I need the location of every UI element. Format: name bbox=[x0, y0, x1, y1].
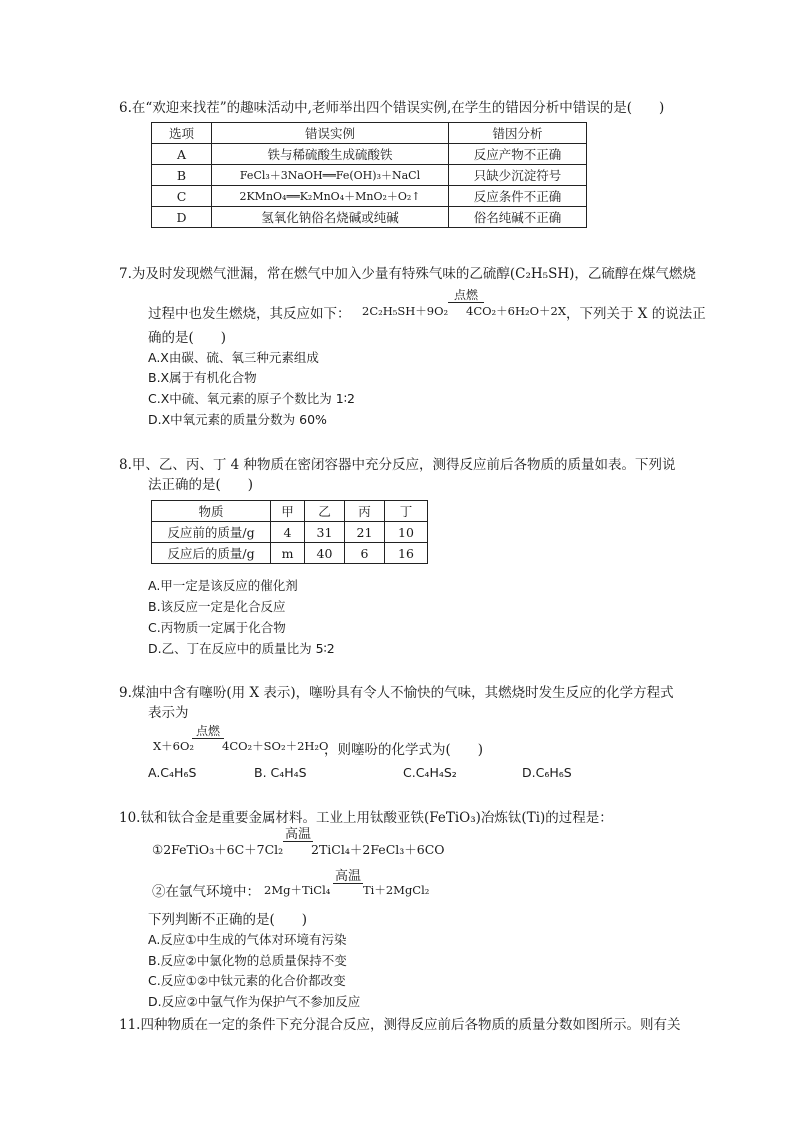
table-cell: 6 bbox=[345, 543, 385, 564]
q6-stem: 6.在“欢迎来找茬”的趣味活动中,老师举出四个错误实例,在学生的错因分析中错误的是( ) bbox=[119, 100, 665, 116]
q10-equation-1-left: ①2FeTiO₃＋6C＋7Cl₂ bbox=[152, 842, 284, 857]
table-row bbox=[152, 522, 428, 543]
table-header-cell: 错因分析 bbox=[449, 123, 587, 144]
q10-stem-2: 下列判断不正确的是( ) bbox=[148, 912, 308, 928]
q10-equation-2-prefix: ②在氩气环境中： bbox=[152, 884, 260, 900]
table-cell: 40 bbox=[305, 543, 345, 564]
q8-option-c: C.丙物质一定属于化合物 bbox=[148, 620, 286, 635]
table-cell: 铁与稀硫酸生成硫酸铁 bbox=[212, 144, 449, 165]
q8-table bbox=[151, 500, 428, 564]
q9-equation-left: X＋6O₂ bbox=[153, 739, 195, 753]
table-cell: 只缺少沉淀符号 bbox=[449, 165, 587, 186]
table-header-cell: 错误实例 bbox=[212, 123, 449, 144]
q10-option-a: A.反应①中生成的气体对环境有污染 bbox=[148, 932, 347, 947]
q10-option-b: B.反应②中氯化物的总质量保持不变 bbox=[148, 953, 347, 968]
table-cell: 氢氧化钠俗名烧碱或纯碱 bbox=[212, 207, 449, 228]
q7-stem-line2-start: 过程中也发生燃烧，其反应如下： bbox=[148, 306, 351, 322]
table-cell: 俗名纯碱不正确 bbox=[449, 207, 587, 228]
q9-option-a: A.C₄H₆S bbox=[148, 765, 197, 780]
table-cell: 反应产物不正确 bbox=[449, 144, 587, 165]
q9-stem-line2: 表示为 bbox=[148, 705, 189, 721]
table-header-cell: 物质 bbox=[152, 501, 271, 522]
table-cell: 16 bbox=[385, 543, 428, 564]
table-cell: 4 bbox=[271, 522, 305, 543]
q7-stem-line2-end: ，下列关于 X 的说法正 bbox=[566, 306, 706, 322]
table-cell: FeCl₃＋3NaOH══Fe(OH)₃＋NaCl bbox=[212, 165, 449, 186]
table-header-cell: 丁 bbox=[385, 501, 428, 522]
q9-stem-line1: 9.煤油中含有噻吩(用 X 表示)，噻吩具有令人不愉快的气味，其燃烧时发生反应的化学方程式 bbox=[119, 685, 674, 701]
q9-option-c: C.C₄H₄S₂ bbox=[403, 765, 457, 780]
table-cell: 反应条件不正确 bbox=[449, 186, 587, 207]
table-cell: 反应后的质量/g bbox=[152, 543, 271, 564]
table-cell: m bbox=[271, 543, 305, 564]
table-header-cell: 选项 bbox=[152, 123, 212, 144]
q7-equation-condition: 点燃 bbox=[448, 289, 484, 303]
q9-equation-right: 4CO₂＋SO₂＋2H₂O bbox=[222, 739, 329, 753]
q11-stem: 11.四种物质在一定的条件下充分混合反应，测得反应前后各物质的质量分数如图所示。则有关 bbox=[119, 1017, 681, 1033]
table-cell: C bbox=[152, 186, 212, 207]
table-header-cell: 丙 bbox=[345, 501, 385, 522]
q10-equation-2-left: 2Mg＋TiCl₄ bbox=[264, 883, 331, 897]
table-header-cell: 乙 bbox=[305, 501, 345, 522]
table-row bbox=[152, 144, 587, 165]
q8-option-b: B.该反应一定是化合反应 bbox=[148, 599, 286, 614]
q10-option-d: D.反应②中氩气作为保护气不参加反应 bbox=[148, 994, 361, 1009]
q10-equation-1-right: 2TiCl₄＋2FeCl₃＋6CO bbox=[311, 842, 445, 857]
q7-option-b: B.X属于有机化合物 bbox=[148, 370, 257, 385]
q7-option-a: A.X由碳、硫、氧三种元素组成 bbox=[148, 350, 319, 365]
table-row bbox=[152, 186, 587, 207]
q6-table bbox=[151, 122, 587, 228]
q10-option-c: C.反应①②中钛元素的化合价都改变 bbox=[148, 973, 346, 988]
table-row bbox=[152, 165, 587, 186]
q9-option-d: D.C₆H₆S bbox=[522, 765, 572, 780]
q10-stem: 10.钛和钛合金是重要金属材料。工业上用钛酸亚铁(FeTiO₃)冶炼钛(Ti)的过程是： bbox=[119, 810, 613, 826]
table-cell: 21 bbox=[345, 522, 385, 543]
q8-stem-line1: 8.甲、乙、丙、丁 4 种物质在密闭容器中充分反应，测得反应前后各物质的质量如表。下列说 bbox=[119, 457, 676, 473]
q9-stem-tail: ，则噻吩的化学式为( ) bbox=[324, 742, 484, 758]
q8-option-d: D.乙、丁在反应中的质量比为 5∶2 bbox=[148, 641, 335, 656]
q7-equation-right: 4CO₂＋6H₂O＋2X bbox=[466, 304, 567, 318]
table-cell: 2KMnO₄══K₂MnO₄＋MnO₂＋O₂↑ bbox=[212, 186, 449, 207]
q10-equation-1-condition: 高温 bbox=[284, 827, 311, 842]
q7-equation-left: 2C₂H₅SH＋9O₂ bbox=[362, 304, 449, 318]
table-header-row bbox=[152, 501, 428, 522]
table-cell: 反应前的质量/g bbox=[152, 522, 271, 543]
q10-equation-2-condition: 高温 bbox=[334, 869, 361, 884]
q9-equation-condition: 点燃 bbox=[192, 725, 224, 739]
table-cell: 10 bbox=[385, 522, 428, 543]
q9-option-b: B. C₄H₄S bbox=[254, 765, 307, 780]
q7-option-c: C.X中硫、氧元素的原子个数比为 1∶2 bbox=[148, 391, 355, 406]
table-header-cell: 甲 bbox=[271, 501, 305, 522]
table-header-row bbox=[152, 123, 587, 144]
table-row bbox=[152, 543, 428, 564]
table-cell: D bbox=[152, 207, 212, 228]
q7-stem-line3: 确的是( ) bbox=[148, 330, 227, 346]
q8-stem-line2: 法正确的是( ) bbox=[148, 477, 254, 493]
q7-option-d: D.X中氧元素的质量分数为 60% bbox=[148, 412, 327, 427]
table-cell: 31 bbox=[305, 522, 345, 543]
q8-option-a: A.甲一定是该反应的催化剂 bbox=[148, 578, 298, 593]
table-row bbox=[152, 207, 587, 228]
table-cell: A bbox=[152, 144, 212, 165]
table-cell: B bbox=[152, 165, 212, 186]
q10-equation-2-right: Ti＋2MgCl₂ bbox=[363, 883, 430, 897]
q7-stem-line1: 7.为及时发现燃气泄漏，常在燃气中加入少量有特殊气味的乙硫醇(C₂H₅SH)，乙硫醇在煤气燃烧 bbox=[119, 266, 696, 282]
